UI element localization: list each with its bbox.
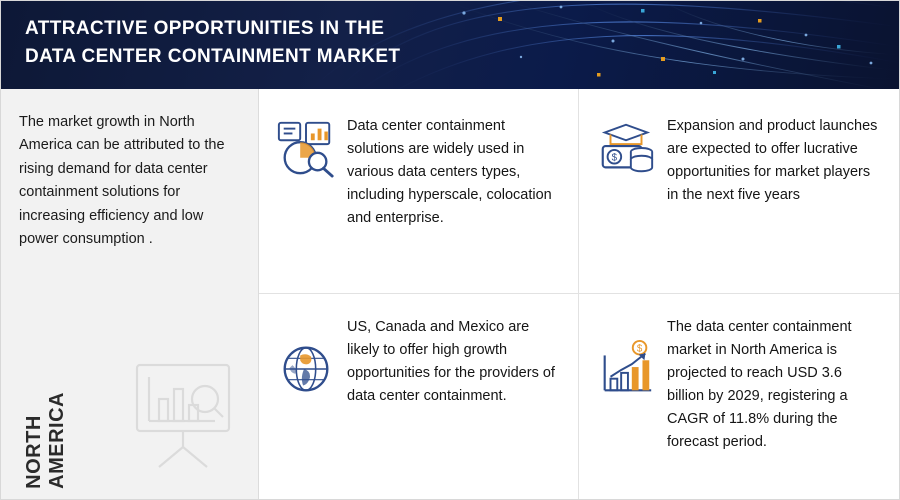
region-label [23,392,69,489]
region-label-line1: NORTH [23,415,45,489]
left-summary-panel [1,89,259,499]
svg-text:$: $ [611,152,618,164]
left-panel-paragraph: The market growth in North America can be attributed to the rising demand for data center containment solutions for increasing efficiency and low power consumption . [19,114,225,248]
insight-card-text: Expansion and product launches are expected to offer lucrative opportunities for market players in the next five years [667,118,878,203]
presentation-board-chart-illustration [119,355,247,481]
globe-icon [275,338,337,400]
insight-card-high-growth-countries [259,294,579,499]
header-title-line2: DATA CENTER CONTAINMENT MARKET [25,45,401,67]
insight-card-text: Data center containment solutions are widely used in various data centers types, including hyperscale, colocation and enterprise. [347,118,552,226]
insight-card-containment-solutions [259,89,579,294]
insight-card-text: The data center containment market in North America is projected to reach USD 3.6 billion by 2029, registering a CAGR of 11.8% during the forecast period. [667,319,852,450]
insight-card-market-projection [579,294,899,499]
svg-text:$: $ [636,343,643,355]
insight-cards-grid [259,89,899,499]
header-title-line1: ATTRACTIVE OPPORTUNITIES IN THE [25,18,385,39]
body-content [1,89,899,499]
region-label-line2: AMERICA [46,392,68,489]
header-banner [1,1,900,89]
growth-bar-chart-icon [595,338,657,400]
analytics-search-icon [275,117,337,179]
insight-cards-panel [259,89,899,499]
insight-card-expansion-product-launches [579,89,899,294]
header-title [25,15,400,70]
money-coins-icon [595,117,657,179]
insight-card-text: US, Canada and Mexico are likely to offer high growth opportunities for the providers of data center containment. [347,319,555,404]
